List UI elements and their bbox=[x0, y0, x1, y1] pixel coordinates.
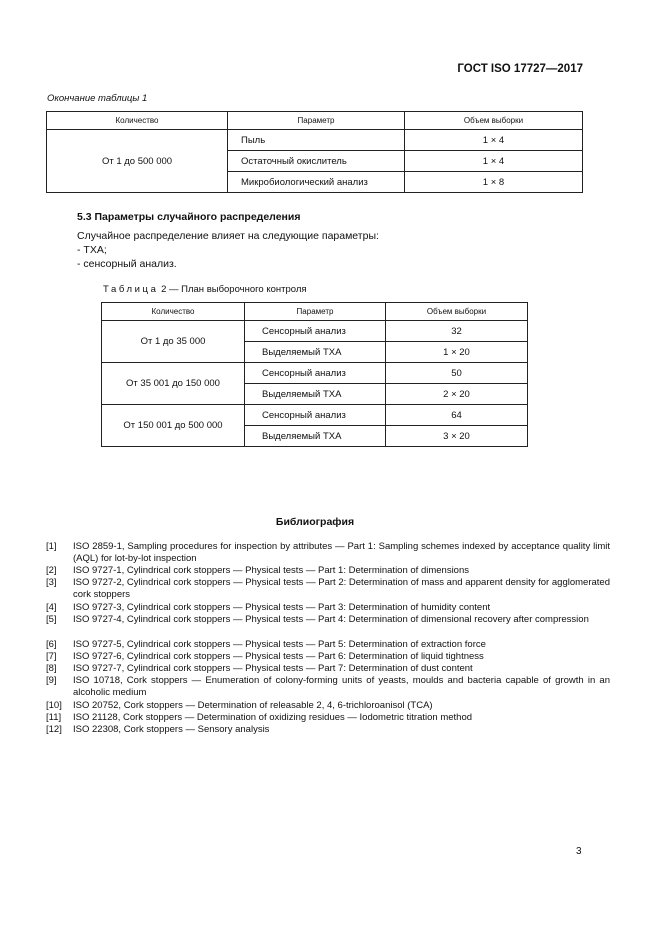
entry-number: [9] bbox=[46, 675, 57, 686]
section-intro: Случайное распределение влияет на следующие параметры: bbox=[77, 230, 379, 242]
quantity-cell: От 150 001 до 500 000 bbox=[102, 405, 245, 447]
table-row bbox=[102, 363, 528, 384]
entry-number: [7] bbox=[46, 651, 57, 662]
entry-number: [11] bbox=[46, 712, 62, 723]
bibliography-title: Библиография bbox=[275, 516, 355, 528]
table2-caption-label: Таблица bbox=[103, 284, 159, 295]
table-row bbox=[47, 130, 583, 151]
entry-text: ISO 2859-1, Sampling procedures for inspection by attributes — Part 1: Sampling schemes indexed by acceptance quality limit (AQL) for lot-by-lot inspection bbox=[73, 541, 610, 564]
sample-cell: 64 bbox=[386, 405, 528, 426]
quantity-cell: От 35 001 до 150 000 bbox=[102, 363, 245, 405]
entry-text: ISO 21128, Cork stoppers — Determination of oxidizing residues — Iodometric titration method bbox=[73, 712, 473, 723]
parameter-cell: Сенсорный анализ bbox=[245, 363, 386, 384]
parameter-cell: Сенсорный анализ bbox=[245, 405, 386, 426]
parameter-cell: Сенсорный анализ bbox=[245, 321, 386, 342]
parameter-cell: Выделяемый ТХА bbox=[245, 342, 386, 363]
entry-number: [5] bbox=[46, 614, 57, 625]
entry-number: [12] bbox=[46, 724, 62, 735]
table2 bbox=[101, 302, 528, 447]
parameter-cell: Остаточный окислитель bbox=[228, 151, 405, 172]
entry-text: ISO 9727-5, Cylindrical cork stoppers — Physical tests — Part 5: Determination of extraction force bbox=[73, 639, 486, 650]
column-header: Объем выборки bbox=[386, 303, 528, 321]
sample-cell: 32 bbox=[386, 321, 528, 342]
entry-text: ISO 22308, Cork stoppers — Sensory analysis bbox=[73, 724, 270, 735]
list-item: - сенсорный анализ. bbox=[77, 258, 177, 270]
sample-cell: 2 × 20 bbox=[386, 384, 528, 405]
table1 bbox=[46, 111, 583, 193]
column-header: Количество bbox=[47, 112, 228, 130]
column-header: Объем выборки bbox=[405, 112, 583, 130]
parameter-cell: Микробиологический анализ bbox=[228, 172, 405, 193]
column-header: Количество bbox=[102, 303, 245, 321]
sample-cell: 1 × 8 bbox=[405, 172, 583, 193]
entry-number: [8] bbox=[46, 663, 57, 674]
column-header: Параметр bbox=[245, 303, 386, 321]
section-heading: 5.3 Параметры случайного распределения bbox=[77, 211, 301, 223]
entry-text: ISO 9727-7, Cylindrical cork stoppers — Physical tests — Part 7: Determination of dust content bbox=[73, 663, 473, 674]
table-header-row bbox=[102, 303, 528, 321]
entry-text: ISO 9727-4, Cylindrical cork stoppers — Physical tests — Part 4: Determination of dimensional recovery after compression bbox=[73, 614, 589, 625]
table2-caption-text: 2 — План выборочного контроля bbox=[161, 284, 307, 295]
parameter-cell: Выделяемый ТХА bbox=[245, 384, 386, 405]
entry-text: ISO 9727-2, Cylindrical cork stoppers — Physical tests — Part 2: Determination of mass and apparent density for agglomerated cork stoppers bbox=[73, 577, 610, 600]
table-row bbox=[102, 321, 528, 342]
sample-cell: 1 × 20 bbox=[386, 342, 528, 363]
parameter-cell: Выделяемый ТХА bbox=[245, 426, 386, 447]
entry-number: [1] bbox=[46, 541, 57, 552]
quantity-cell: От 1 до 35 000 bbox=[102, 321, 245, 363]
entry-number: [10] bbox=[46, 700, 62, 711]
sample-cell: 3 × 20 bbox=[386, 426, 528, 447]
page-number: 3 bbox=[576, 846, 582, 857]
entry-number: [3] bbox=[46, 577, 57, 588]
entry-text: ISO 9727-6, Cylindrical cork stoppers — Physical tests — Part 6: Determination of liquid tightness bbox=[73, 651, 484, 662]
sample-cell: 1 × 4 bbox=[405, 151, 583, 172]
list-item: - ТХА; bbox=[77, 244, 107, 256]
entry-number: [4] bbox=[46, 602, 57, 613]
table-header-row bbox=[47, 112, 583, 130]
document-header: ГОСТ ISO 17727—2017 bbox=[457, 63, 583, 75]
entry-text: ISO 10718, Cork stoppers — Enumeration of colony-forming units of yeasts, moulds and bacteria capable of growth in an alcoholic medium bbox=[73, 675, 610, 698]
table-row bbox=[102, 405, 528, 426]
column-header: Параметр bbox=[228, 112, 405, 130]
table1-caption: Окончание таблицы 1 bbox=[47, 93, 148, 104]
table2-caption bbox=[103, 284, 307, 295]
entry-number: [2] bbox=[46, 565, 57, 576]
entry-text: ISO 20752, Cork stoppers — Determination of releasable 2, 4, 6-trichloroanisol (TCA) bbox=[73, 700, 433, 711]
parameter-cell: Пыль bbox=[228, 130, 405, 151]
quantity-cell: От 1 до 500 000 bbox=[47, 130, 228, 193]
entry-number: [6] bbox=[46, 639, 57, 650]
entry-text: ISO 9727-1, Cylindrical cork stoppers — Physical tests — Part 1: Determination of dimensions bbox=[73, 565, 469, 576]
sample-cell: 50 bbox=[386, 363, 528, 384]
entry-text: ISO 9727-3, Cylindrical cork stoppers — Physical tests — Part 3: Determination of humidity content bbox=[73, 602, 491, 613]
sample-cell: 1 × 4 bbox=[405, 130, 583, 151]
